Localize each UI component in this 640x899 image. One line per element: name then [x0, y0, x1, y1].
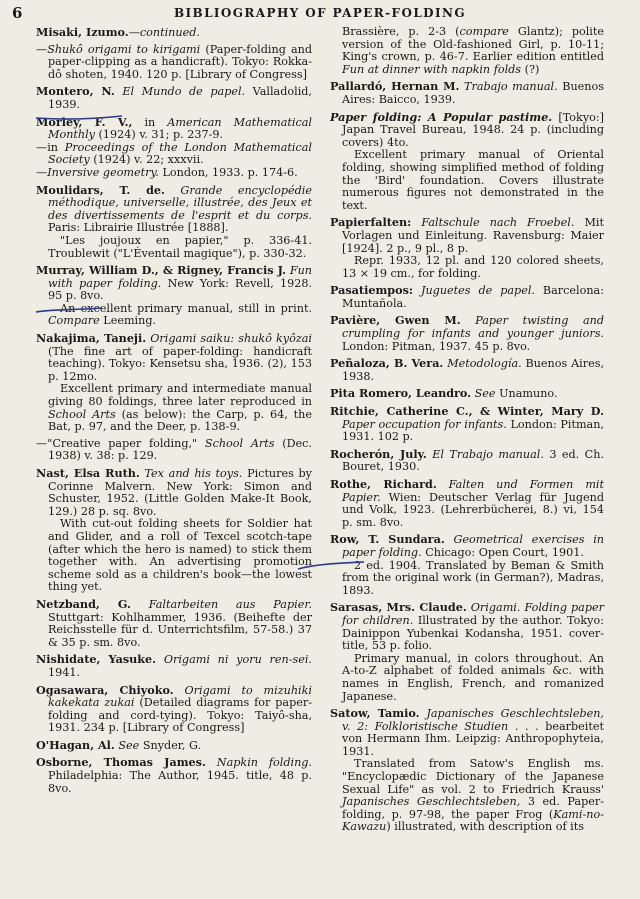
entry-text: London: Pitman, 1931. 102 p.: [342, 417, 604, 444]
entry-text: Origami ni yoru ren-sei.: [163, 653, 312, 667]
entry-note: [342, 149, 604, 212]
entry-heading: Rothe, Richard.: [330, 477, 437, 491]
entry-subline: [36, 140, 312, 167]
entry-text: —in: [36, 140, 65, 154]
entry-text: [413, 284, 421, 297]
entry-text: 1941.: [48, 665, 81, 679]
entry-heading: Row, T. Sundara.: [330, 532, 445, 547]
bibliography-entry: [330, 80, 604, 106]
entry-heading: Peñaloza, B. Vera.: [330, 356, 444, 371]
entry-text: Barcelona: Muntañola.: [342, 284, 604, 310]
entry-text: Falten und Formen mit Papier.: [342, 478, 604, 504]
entry-text: Origami. Folding paper for children.: [342, 601, 604, 627]
entry-text: Fun with paper folding.: [48, 264, 313, 290]
entry-text: See: [118, 738, 140, 752]
entry-text: Paris: Librairie Illustrée [1888].: [48, 221, 229, 235]
entry-note: [48, 518, 312, 594]
entry-note: [342, 560, 604, 598]
entry-text: Metodología.: [447, 357, 522, 371]
entry-text: Excellent primary and intermediate manual giving 80 foldings, three later reproduced in: [48, 382, 312, 409]
entry-heading: Rocherón, July.: [330, 446, 427, 461]
entry-text: Illustrated by the author. Tokyo: Dainippon Yubenkai Kodansha, 1951. cover-title, 53 p. folio.: [342, 613, 604, 653]
bibliography-entry: [36, 116, 312, 180]
entry-heading: Nishidate, Yasuke.: [36, 652, 157, 667]
entry-heading: Osborne, Thomas James.: [36, 755, 206, 770]
entry-text: Juguetes de papel.: [420, 284, 535, 298]
entry-subline: [36, 165, 312, 180]
entry-text: —: [36, 165, 48, 179]
entry-text: Proceedings of the London Mathematical Society: [48, 140, 312, 167]
bibliography-entry: [36, 653, 312, 679]
entry-text: Compare: [48, 314, 100, 328]
bibliography-entry: [330, 26, 604, 76]
entry-text: Trabajo manual.: [464, 80, 558, 94]
entry-text: Shukô origami to kirigami: [47, 42, 201, 56]
entry-text: [165, 184, 181, 197]
entry-text: Japanisches Geschlechtsleben,: [342, 795, 521, 809]
entry-note: [48, 383, 312, 433]
entry-note: [48, 235, 312, 260]
entry-text: ) illustrated, with description of its: [386, 820, 584, 834]
entry-text: [411, 216, 421, 229]
entry-text: Paper twisting and crumpling for infants and younger juniors.: [342, 314, 604, 341]
bibliography-entry: [36, 332, 312, 434]
entry-text: 3 ed. Ch. Bouret, 1930.: [342, 447, 605, 474]
entry-heading: Morley, F. V.,: [36, 114, 133, 129]
entry-heading: Nakajima, Taneji.: [36, 331, 147, 346]
entry-text: compare: [459, 25, 509, 38]
bibliography-entry: [330, 601, 604, 703]
bibliography-entry: [330, 707, 604, 834]
entry-text: Brassière, p. 2-3 (: [342, 25, 460, 38]
entry-text: Glantz); polite version of the Old-fashioned Girl, p. 10-11; King's crown, p. 46-7. Earlier edition entitled: [342, 25, 604, 64]
entry-text: Tex and his toys.: [144, 467, 243, 480]
entry-text: (1924) v. 31; p. 237-9.: [95, 128, 224, 142]
entry-note: [48, 303, 312, 328]
entry-text: 2 ed. 1904. Translated by Beman & Smith from the original work (in German?), Madras, 1893.: [342, 558, 604, 597]
entry-heading: Pavière, Gwen M.: [330, 313, 461, 328]
bibliography-entry: [36, 264, 312, 328]
entry-text: Chicago: Open Court, 1901.: [421, 545, 584, 559]
entry-text: Faltarbeiten aus Papier.: [148, 597, 313, 611]
bibliography-entry: [330, 284, 604, 310]
entry-heading: Satow, Tamio.: [330, 706, 420, 721]
entry-heading: Ogasawara, Chiyoko.: [36, 682, 174, 697]
entry-text: School Arts: [48, 407, 116, 421]
bibliography-entry: [330, 111, 604, 213]
entry-text: American Mathematical Monthly: [48, 115, 312, 142]
bibliography-entry: [36, 26, 312, 40]
entry-note: [342, 255, 604, 280]
entry-heading: Pita Romero, Leandro.: [330, 386, 472, 401]
entry-text: An excellent primary manual, still in print.: [60, 301, 312, 315]
entry-text: Napkin folding.: [216, 756, 313, 770]
entry-text: Origami saiku: shukô kyôzai: [150, 332, 312, 346]
entry-heading: Montero, N.: [36, 84, 115, 99]
entry-note: [342, 758, 604, 834]
entry-text: [174, 684, 185, 697]
entry-text: Kami-no-Kawazu: [342, 807, 604, 834]
bibliography-entry: [330, 533, 604, 597]
bibliography-entry: [36, 684, 312, 735]
entry-heading: Moulidars, T. de.: [36, 182, 165, 197]
bibliography-entry: [36, 85, 312, 111]
entry-text: —: [36, 42, 48, 56]
entry-text: Translated from Satow's English ms. "Encyclopædic Dictionary of the Japanese Sexual Life" as vol. 2 to Friedrich Krauss': [342, 757, 604, 796]
entry-text: Valladolid, 1939.: [48, 85, 312, 111]
page-header: [12, 4, 628, 24]
entry-text: New York: Revell, 1928. 95 p. 8vo.: [48, 276, 313, 303]
entry-text: (Paper-folding and paper-clipping as a handicraft). Tokyo: Rokka-dô shoten, 1940. 120 p. [Library of Congress]: [48, 42, 312, 81]
bibliography-entry: [330, 216, 604, 280]
entry-text: (as below): the Carp, p. 64, the Bat, p. 97, and the Deer, p. 138-9.: [48, 407, 312, 434]
entry-text: School Arts: [204, 436, 275, 450]
entry-text: London, 1933. p. 174-6.: [158, 165, 298, 179]
entry-text: (1924) v. 22; xxxvii.: [89, 153, 204, 167]
entry-text: Geometrical exercises in paper folding.: [342, 533, 604, 559]
entry-heading: Pasatiempos:: [330, 283, 413, 298]
entry-text: Buenos Aires, 1938.: [342, 357, 604, 383]
entry-text: Excellent primary manual of Oriental folding, showing simplified method of folding the 'Bird' foundation. Covers illustrate numerous figures not demonstrated in the text.: [342, 148, 604, 212]
entry-text: —"Creative paper folding,": [36, 436, 205, 450]
entry-text: Inversive geometry.: [47, 165, 159, 179]
entry-text: Faltschule nach Froebel.: [421, 216, 575, 230]
entry-heading: Nast, Elsa Ruth.: [36, 466, 140, 480]
entry-text: With cut-out folding sheets for Soldier hat and Glider, and a roll of Texcel scotch-tape (after which the hero is named) to stick them together with. An advertising promotion scheme sold as a children's book—the lowest thing yet.: [48, 517, 312, 594]
entry-heading: Murray, William D., & Rigney, Francis J.: [36, 263, 287, 278]
entry-text: Japanisches Geschlechtsleben, v. 2: Folkloristische Studien: [342, 707, 604, 733]
entry-heading: Papierfalten:: [330, 215, 412, 230]
bibliography-entry: [36, 598, 312, 649]
entry-text: (?): [521, 62, 540, 76]
entry-text: Primary manual, in colors throughout. An A-to-Z alphabet of folded animals &c. with names in English, French, and romanized Japanese.: [342, 651, 604, 703]
entry-text: continued.: [139, 26, 200, 39]
entry-text: Fun at dinner with napkin folds: [342, 62, 522, 76]
bibliography-entry: [36, 467, 312, 594]
entry-text: Snyder, G.: [139, 738, 202, 752]
entry-text: 3 ed. Paper-folding, p. 97-98, the paper Frog (: [342, 795, 604, 821]
running-title: BIBLIOGRAPHY OF PAPER-FOLDING: [173, 6, 467, 20]
bibliography-entry: [330, 405, 604, 444]
page-number: 6: [12, 4, 23, 22]
entry-text: Repr. 1933, 12 pl. and 120 colored sheets, 13 × 19 cm., for folding.: [342, 254, 604, 280]
bibliography-entry: [36, 184, 312, 261]
bibliography-entry: [330, 448, 604, 474]
entry-text: Paper occupation for infants.: [342, 417, 507, 431]
right-column: [330, 26, 604, 838]
entry-text: Unamuno.: [495, 387, 558, 401]
entry-text: Buenos Aires: Baicco, 1939.: [342, 80, 604, 106]
entry-text: [131, 598, 149, 611]
entry-text: Grande encyclopédie méthodique, universelle, illustrée, des Jeux et des divertissements de l'esprit et du corps.: [48, 183, 312, 222]
entry-text: "Les joujoux en papier," p. 336-41. Troublewit ("L'Éventail magique"), p. 330-32.: [48, 233, 312, 260]
entry-text: —: [128, 26, 140, 39]
entry-text: (Detailed diagrams for paper-folding and cord-tying). Tokyo: Taiyô-sha, 1931. 234 p. [Library of Congress]: [48, 696, 312, 735]
bibliography-entry: [36, 739, 312, 753]
entry-heading: Ritchie, Catherine C., & Winter, Mary D.: [330, 404, 604, 419]
bibliography-entry: [36, 756, 312, 795]
entry-text: Leeming.: [99, 314, 157, 328]
entry-text: [156, 653, 164, 666]
bibliography-entry: [330, 314, 604, 353]
entry-text: See: [474, 387, 496, 401]
entry-text: Philadelphia: The Author, 1945. title, 48 p. 8vo.: [48, 769, 312, 795]
entry-heading: O'Hagan, Al.: [36, 737, 115, 752]
entry-heading: Misaki, Izumo.: [36, 25, 129, 39]
entry-text: [461, 314, 476, 327]
entry-heading: Sarasas, Mrs. Claude.: [330, 600, 467, 615]
bibliography-entry: [36, 438, 312, 463]
entry-text: El Mundo de papel.: [122, 85, 246, 99]
entry-heading: Pallardó, Hernan M.: [330, 79, 460, 94]
entry-text: [206, 756, 217, 769]
bibliography-entry: [330, 387, 604, 401]
entry-note: [342, 653, 604, 703]
entry-text: Origami to mizuhiki kakekata zukai: [48, 683, 312, 710]
left-column: [36, 26, 312, 799]
entry-text: (Dec. 1938) v. 38: p. 129.: [48, 436, 312, 463]
bibliography-entry: [36, 44, 312, 82]
bibliography-entry: [330, 357, 604, 383]
entry-text: Wien: Deutscher Verlag für Jugend und Volk, 1923. (Lehrerbücherei, 8.) vi, 154 p. sm. 8vo.: [342, 490, 604, 529]
entry-text: [Tokyo:] Japan Travel Bureau, 1948. 24 p. (including covers) 4to.: [342, 110, 605, 149]
bibliography-entry: [330, 478, 604, 529]
entry-text: . . . bearbeitet von Hermann Ihm. Leipzig: Anthropophyteia, 1931.: [342, 719, 604, 758]
entry-text: [437, 478, 449, 491]
entry-text: in: [132, 115, 168, 129]
entry-heading: Netzband, G.: [36, 596, 131, 611]
entry-text: El Trabajo manual.: [432, 447, 544, 461]
entry-heading: Paper folding: A Popular pastime.: [330, 109, 553, 124]
entry-text: Pictures by Corinne Malvern. New York: Simon and Schuster, 1952. (Little Golden Make-It Book, 129.) 28 p. sq. 8vo.: [48, 467, 312, 518]
entry-text: (The fine art of paper-folding: handicraft teaching). Tokyo: Kensetsu sha, 1936. (2), 153 p. 12mo.: [48, 344, 312, 383]
entry-text: London: Pitman, 1937. 45 p. 8vo.: [342, 339, 531, 353]
entry-text: Mit Vorlagen und Einleitung. Ravensburg: Maier [1924]. 2 p., 9 pl., 8 p.: [342, 216, 604, 255]
entry-text: Stuttgart: Kohlhammer, 1936. (Beihefte der Reichsstelle für d. Unterrichtsfilm, 57-58.) 37 & 35 p. sm. 8vo.: [48, 610, 312, 649]
